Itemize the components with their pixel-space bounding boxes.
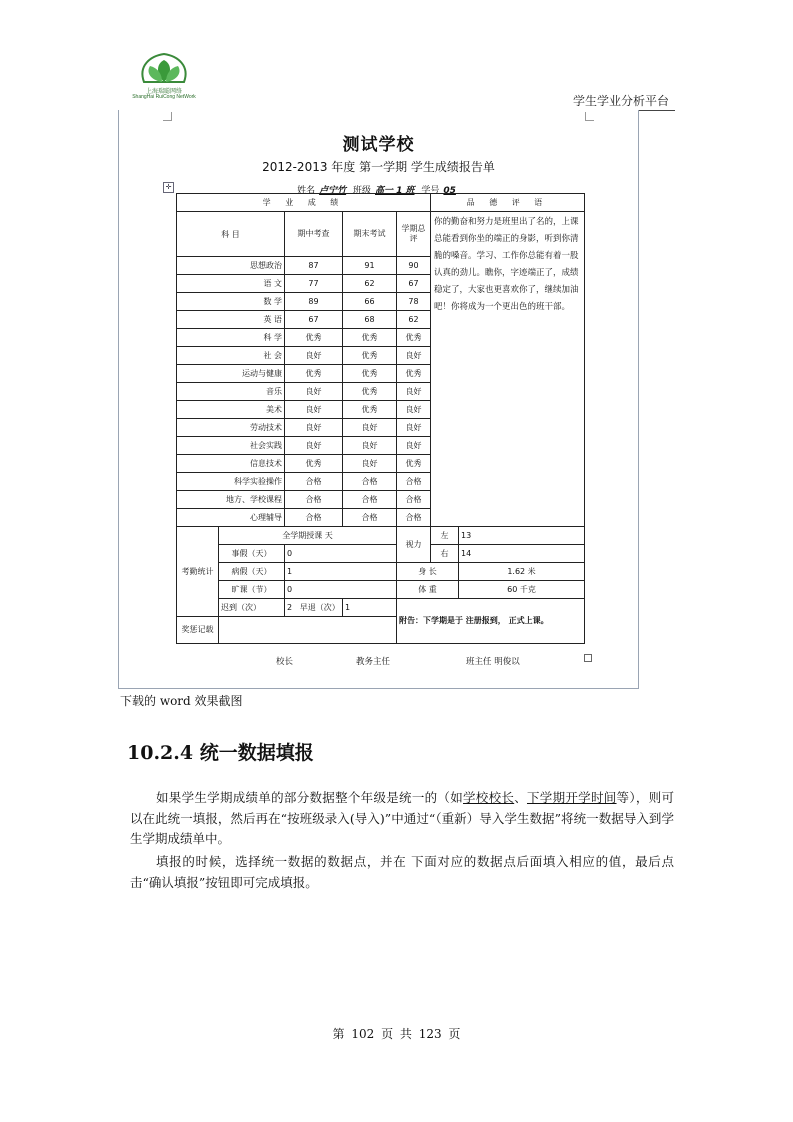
grade-midterm: 优秀	[285, 455, 343, 473]
weight-value: 60 千克	[459, 581, 585, 599]
grade-subject: 地方、学校课程	[177, 491, 285, 509]
dean-signature: 教务主任	[356, 657, 391, 667]
awards-label: 奖惩记载	[177, 617, 219, 644]
table-move-handle-icon[interactable]: ✛	[163, 182, 174, 193]
grade-final: 优秀	[343, 401, 397, 419]
number-label: 学号	[421, 186, 440, 196]
subject-column-header: 科 目	[177, 212, 285, 257]
paragraph-1-sep: 、	[514, 790, 527, 805]
grade-midterm: 合格	[285, 491, 343, 509]
grade-term: 良好	[397, 347, 431, 365]
right-eye-label: 右	[431, 545, 459, 563]
grade-final: 优秀	[343, 383, 397, 401]
grade-subject: 运动与健康	[177, 365, 285, 383]
awards-value	[219, 617, 397, 644]
grade-subject: 语 文	[177, 275, 285, 293]
grade-subject: 数 学	[177, 293, 285, 311]
class-value: 高一 1 班	[374, 186, 415, 196]
section-heading: 10.2.4 统一数据填报	[127, 742, 314, 764]
grade-report-table	[176, 193, 585, 644]
grade-subject: 英 语	[177, 311, 285, 329]
word-screenshot	[118, 110, 639, 689]
grade-subject: 信息技术	[177, 455, 285, 473]
late-label: 迟到（次）	[219, 599, 285, 617]
class-label: 班级	[352, 186, 371, 196]
company-logo	[118, 52, 210, 104]
grade-midterm: 67	[285, 311, 343, 329]
table-resize-handle[interactable]	[584, 654, 592, 662]
name-label: 姓名	[297, 186, 316, 196]
grade-final: 优秀	[343, 347, 397, 365]
grade-term: 合格	[397, 491, 431, 509]
logo-leaves-icon	[118, 52, 210, 86]
height-value: 1.62 米	[459, 563, 585, 581]
grade-term: 合格	[397, 509, 431, 527]
grade-subject: 科学实验操作	[177, 473, 285, 491]
grade-term: 67	[397, 275, 431, 293]
paragraph-2: 填报的时候，选择统一数据的数据点，并在 下面对应的数据点后面填入相应的值，最后点击“确认填报”按钮即可完成填报。	[130, 854, 674, 890]
grade-subject: 社会实践	[177, 437, 285, 455]
grade-subject: 科 学	[177, 329, 285, 347]
grade-final: 68	[343, 311, 397, 329]
grade-term: 优秀	[397, 365, 431, 383]
name-value: 卢宁竹	[319, 186, 347, 196]
vision-label: 视力	[397, 527, 431, 563]
grade-term: 合格	[397, 473, 431, 491]
grade-midterm: 良好	[285, 437, 343, 455]
total-days: 全学期授课 天	[219, 527, 397, 545]
term-column-header: 学期总评	[397, 212, 431, 257]
grade-midterm: 77	[285, 275, 343, 293]
grade-final: 良好	[343, 419, 397, 437]
final-column-header: 期末考试	[343, 212, 397, 257]
grade-subject: 美术	[177, 401, 285, 419]
paragraph-1	[130, 788, 674, 850]
teacher-signature: 班主任 明俊以	[466, 657, 520, 667]
grade-final: 优秀	[343, 329, 397, 347]
grade-final: 66	[343, 293, 397, 311]
figure-caption: 下载的 word 效果截图	[120, 694, 243, 708]
grade-subject: 音乐	[177, 383, 285, 401]
comment-header: 品 德 评 语	[431, 194, 585, 212]
grade-final: 良好	[343, 455, 397, 473]
grade-final: 合格	[343, 491, 397, 509]
grade-final: 62	[343, 275, 397, 293]
grade-midterm: 优秀	[285, 365, 343, 383]
sick-leave-label: 病假（天）	[219, 563, 285, 581]
grades-header: 学 业 成 绩	[177, 194, 431, 212]
absent-value: 0	[285, 581, 397, 599]
margin-corner-mark	[585, 112, 594, 121]
grade-subject: 社 会	[177, 347, 285, 365]
late-value-cell	[285, 599, 343, 617]
grade-term: 78	[397, 293, 431, 311]
grade-midterm: 良好	[285, 383, 343, 401]
personal-leave-value: 0	[285, 545, 397, 563]
height-label: 身 长	[397, 563, 459, 581]
school-title: 测试学校	[342, 135, 415, 155]
paragraph-1-b: 等），则可以在此统一填报，然后再在“按班级录入(导入)”中通过“（重新）导入学生数据”将统一数据导入到学生学期成绩单中。	[130, 790, 674, 846]
grade-term: 优秀	[397, 455, 431, 473]
late-value: 2	[287, 603, 293, 612]
grade-term: 90	[397, 257, 431, 275]
left-eye-label: 左	[431, 527, 459, 545]
grade-final: 优秀	[343, 365, 397, 383]
grade-term: 优秀	[397, 329, 431, 347]
grade-midterm: 87	[285, 257, 343, 275]
logo-english-text: ShangHai RuiCong NetWork	[132, 94, 196, 100]
left-eye-value: 13	[459, 527, 585, 545]
personal-leave-label: 事假（天）	[219, 545, 285, 563]
right-eye-value: 14	[459, 545, 585, 563]
grade-subject: 思想政治	[177, 257, 285, 275]
attendance-label: 考勤统计	[177, 527, 219, 617]
report-subtitle: 2012-2013 年度 第一学期 学生成绩报告单	[262, 160, 495, 174]
logo-chinese-text: 上海瑞聪网络	[145, 88, 182, 95]
grade-term: 良好	[397, 401, 431, 419]
grade-term: 良好	[397, 383, 431, 401]
early-value: 1	[343, 599, 397, 617]
page-footer: 第 102 页 共 123 页	[332, 1027, 461, 1041]
sick-leave-value: 1	[285, 563, 397, 581]
number-value: 05	[443, 186, 456, 196]
paragraph-1-a: 如果学生学期成绩单的部分数据整个年级是统一的（如	[156, 790, 464, 805]
midterm-column-header: 期中考查	[285, 212, 343, 257]
grade-midterm: 良好	[285, 347, 343, 365]
grade-subject: 劳动技术	[177, 419, 285, 437]
grade-final: 合格	[343, 473, 397, 491]
grade-final: 91	[343, 257, 397, 275]
moral-comment: 你的勤奋和努力是班里出了名的，上课总能看到你坐的端正的身影，听到你清脆的嗓音。学习、工作你总能有着一股认真的劲儿。瞧你，字迹端正了，成绩稳定了，大家也更喜欢你了，继续加油吧！你将成为一个更出色的班干部。	[431, 212, 585, 527]
term-start-link[interactable]: 下学期开学时间	[526, 790, 617, 805]
grade-final: 良好	[343, 437, 397, 455]
grade-term: 良好	[397, 419, 431, 437]
grade-midterm: 89	[285, 293, 343, 311]
notice-text: 附告：下学期是于 注册报到， 正式上课。	[397, 599, 585, 644]
principal-link[interactable]: 学校校长	[463, 790, 515, 805]
early-label: 早退（次）	[299, 603, 340, 612]
grade-term: 良好	[397, 437, 431, 455]
grade-midterm: 优秀	[285, 329, 343, 347]
grade-midterm: 合格	[285, 509, 343, 527]
grade-final: 合格	[343, 509, 397, 527]
platform-title: 学生学业分析平台	[572, 94, 669, 108]
grade-midterm: 合格	[285, 473, 343, 491]
absent-label: 旷课（节）	[219, 581, 285, 599]
principal-signature: 校长	[276, 657, 294, 667]
grade-term: 62	[397, 311, 431, 329]
margin-corner-mark	[163, 112, 172, 121]
grade-subject: 心理辅导	[177, 509, 285, 527]
grade-midterm: 良好	[285, 401, 343, 419]
weight-label: 体 重	[397, 581, 459, 599]
grade-midterm: 良好	[285, 419, 343, 437]
